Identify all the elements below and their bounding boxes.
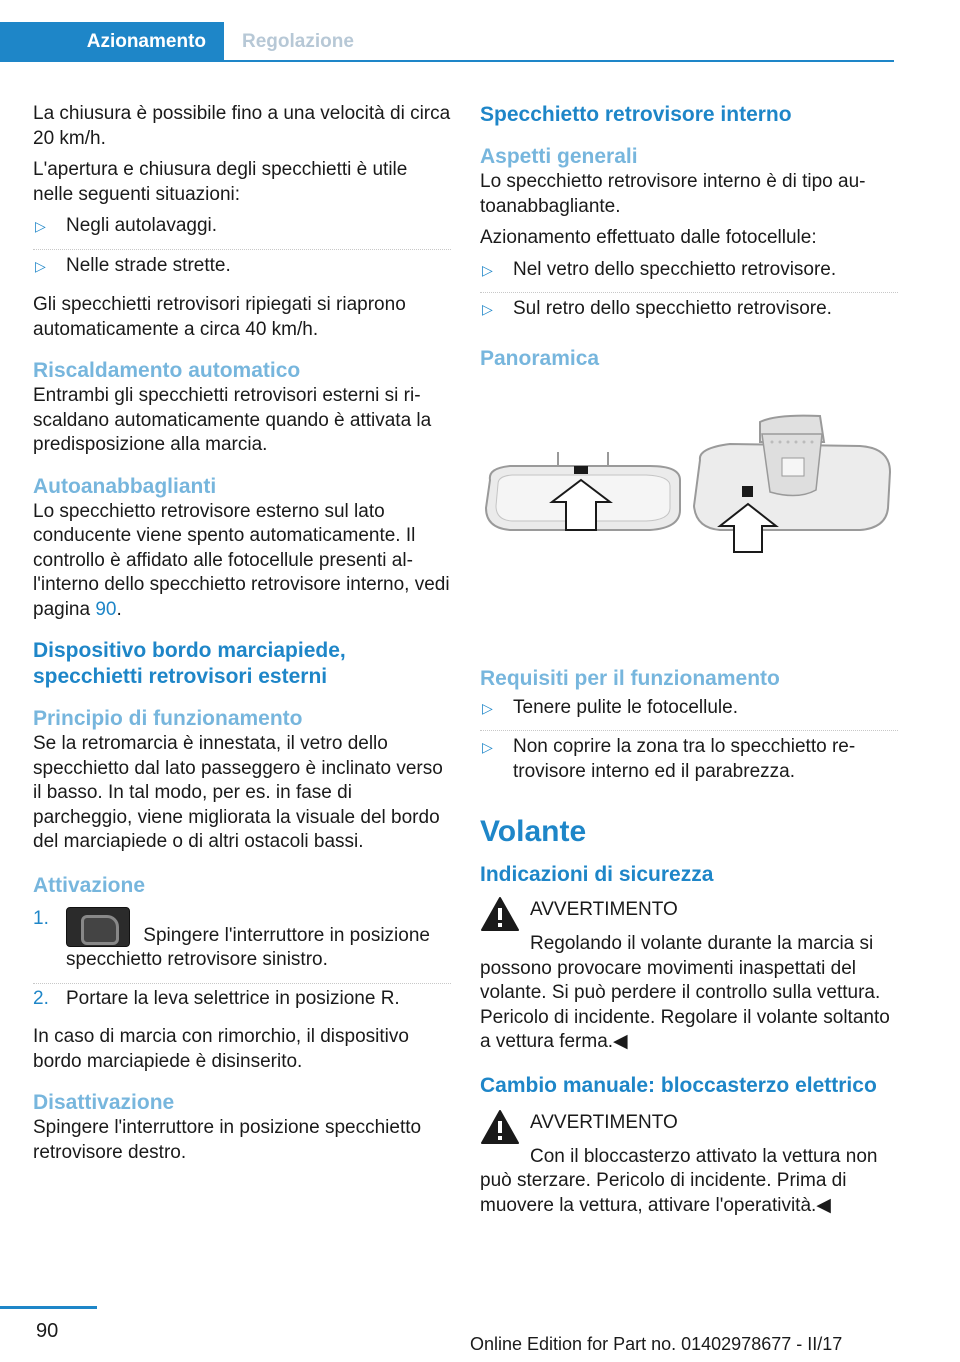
list-item: ▷ Nelle strade strette. <box>33 254 451 287</box>
heading-auto-dimming: Autoanabbaglianti <box>33 474 217 498</box>
list-item: ▷ Nel vetro dello specchietto retrovisore. <box>480 258 898 291</box>
warning-title: AVVERTIMENTO <box>530 899 678 920</box>
warning-triangle-icon <box>480 1109 520 1145</box>
step-item: 2. Portare la leva selettrice in posizione R. <box>33 987 400 1009</box>
paragraph: Lo specchietto retrovisore esterno sul lato conducente viene spento automaticamente. Il controllo è affidato alle fotocellule presenti all'interno dello specchietto retrovisore interno, vedi pagina 90. <box>33 500 450 620</box>
paragraph: Azionamento effettuato dalle fotocellule: <box>480 227 817 248</box>
bullet-list <box>480 696 898 793</box>
steps-list <box>33 907 451 1019</box>
triangle-bullet-icon: ▷ <box>482 739 493 755</box>
heading-activation: Attivazione <box>33 873 146 897</box>
mirror-switch-icon <box>66 907 130 947</box>
paragraph: Entrambi gli specchietti retrovisori esterni si riscaldano automaticamente quando è attivata la predisposizione alla marcia. <box>33 385 432 455</box>
paragraph: Con il bloccasterzo attivato la vettura non può sterzare. Pericolo di incidente. Prima di muovere la vettura, attivare l'operatività.◀ <box>480 1145 878 1216</box>
heading-deactivation: Disattivazione <box>33 1091 175 1114</box>
mirror-illustration <box>480 380 898 660</box>
paragraph: In caso di marcia con rimorchio, il dispositivo bordo marciapiede è disinserito. <box>33 1026 409 1072</box>
rearview-mirror-icon <box>480 380 898 660</box>
page-link[interactable]: 90 <box>95 598 117 620</box>
triangle-bullet-icon: ▷ <box>482 699 493 716</box>
footer-rule <box>0 1306 97 1309</box>
paragraph: Gli specchietti retrovisori ripiegati si riaprono automaticamente a circa 40 km/h. <box>33 294 406 340</box>
warning-body <box>480 1145 898 1219</box>
heading-steering-wheel: Volante <box>480 815 587 848</box>
tab-azionamento[interactable]: Azionamento <box>0 22 224 62</box>
heading-interior-mirror: Specchietto retrovisore interno <box>480 103 792 126</box>
heading-steering-lock: Cambio manuale: bloccasterzo elettrico <box>480 1073 877 1097</box>
heading-overview: Panoramica <box>480 346 600 370</box>
paragraph: Lo specchietto retrovisore interno è di tipo autoanabbagliante. <box>480 171 866 217</box>
triangle-bullet-icon: ▷ <box>35 257 46 274</box>
paragraph: La chiusura è possibile fino a una velocità di circa 20 km/h. <box>33 103 451 149</box>
heading-curb-device: Dispositivo bordo marciapiede, specchietti retrovisori esterni <box>33 639 346 688</box>
warning-block <box>480 1107 898 1145</box>
right-column <box>480 102 898 1218</box>
header-rule <box>224 60 894 62</box>
list-item: ▷ Sul retro dello specchietto retrovisore. <box>480 297 898 330</box>
list-item: ▷ Tenere pulite le fotocellule. <box>480 696 898 729</box>
bullet-list <box>33 214 451 286</box>
paragraph: L'apertura e chiusura degli specchietti è utile nelle seguenti situazioni: <box>33 159 408 205</box>
warning-body <box>480 932 898 1055</box>
warning-triangle-icon <box>480 896 520 932</box>
heading-general: Aspetti generali <box>480 145 638 168</box>
list-item: ▷ Non coprire la zona tra lo specchietto retrovisore interno ed il parabrezza. <box>482 736 856 782</box>
warning-title: AVVERTIMENTO <box>530 1111 678 1133</box>
warning-block <box>480 894 898 932</box>
edition-text: Online Edition for Part no. 01402978677 - II/17 <box>470 1334 843 1354</box>
triangle-bullet-icon: ▷ <box>482 261 493 278</box>
step-item: 1. Spingere l'interruttore in posizione specchietto retrovisore sinistro. <box>33 907 451 980</box>
triangle-bullet-icon: ▷ <box>35 218 46 234</box>
left-column <box>33 102 451 1172</box>
list-item: ▷ Negli autolavaggi. <box>33 214 451 247</box>
tab-regolazione[interactable]: Regolazione <box>242 31 354 52</box>
heading-principle: Principio di funzionamento <box>33 707 303 730</box>
paragraph: Regolando il volante durante la marcia si possono provocare movimenti inaspettati del volante. Si può perdere il controllo sulla vettura. Pericolo di incidente. Regolare il volante soltanto a vettura ferma.◀ <box>480 933 890 1052</box>
triangle-bullet-icon: ▷ <box>482 301 493 317</box>
header-tabs <box>0 0 960 64</box>
heading-heating: Riscaldamento automatico <box>33 359 301 382</box>
heading-safety: Indicazioni di sicurezza <box>480 863 714 886</box>
paragraph: Spingere l'interruttore in posizione specchietto retrovisore destro. <box>33 1117 422 1163</box>
bullet-list <box>480 258 898 330</box>
page-number: 90 <box>36 1320 59 1342</box>
heading-requirements: Requisiti per il funzionamento <box>480 666 780 690</box>
paragraph: Se la retromarcia è innestata, il vetro dello specchietto dal lato passeggero è inclinato verso il basso. In tal modo, per es. in fase di parcheggio, viene migliorata la visuale del bordo del marciapiede o di altri ostacoli bassi. <box>33 733 443 852</box>
